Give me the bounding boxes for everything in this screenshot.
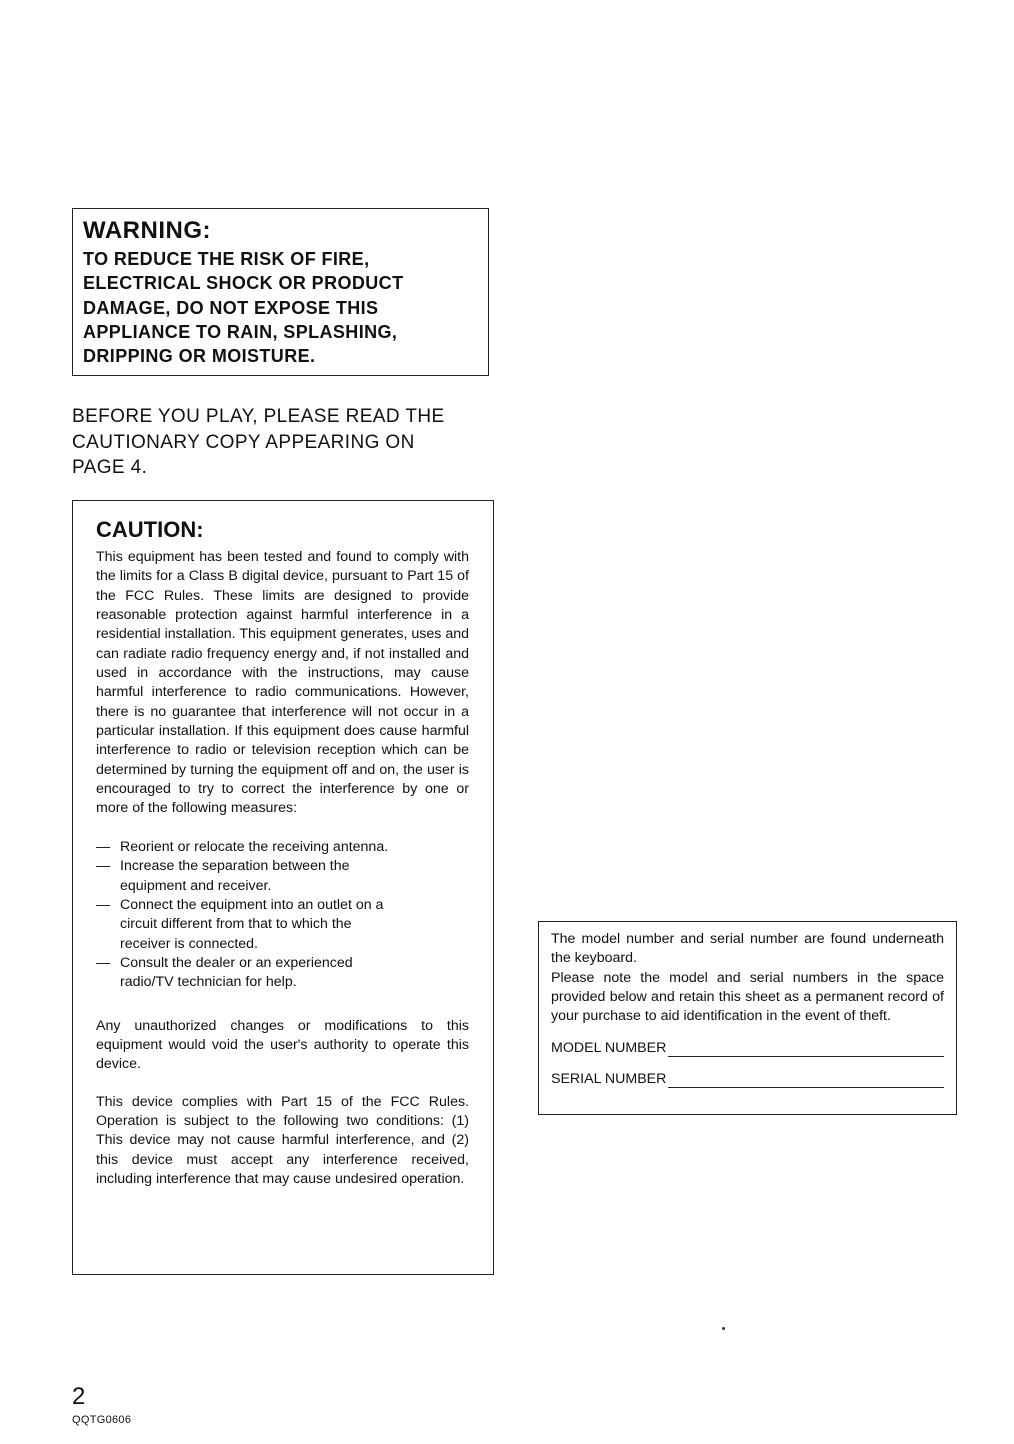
measures-list [96, 838, 469, 993]
model-location-text: The model number and serial number are found underneath the keyboard. [551, 931, 944, 967]
scan-speck [722, 1327, 725, 1330]
record-instructions-text: Please note the model and serial numbers in the space provided below and retain this sheet as a permanent record of your purchase to aid identification in the event of theft. [551, 969, 944, 1025]
model-number-field[interactable] [668, 1046, 944, 1057]
document-code: QQTG0606 [72, 1414, 132, 1426]
measure-text: Connect the equipment into an outlet on a circuit different from that to which the receiver is connected. [120, 896, 384, 952]
model-serial-box [538, 921, 957, 1115]
measure-text: Consult the dealer or an experienced radio/TV technician for help. [120, 954, 353, 991]
fcc-compliance-paragraph: This device complies with Part 15 of the FCC Rules. Operation is subject to the following two conditions: (1) This device may not cause harmful interference, and (2) this device must accept any interference received, including interference that may cause undesired operation. [96, 1093, 469, 1187]
measure-item [96, 857, 469, 896]
measure-item [96, 954, 469, 993]
dash-bullet: — [96, 954, 111, 971]
measure-item [96, 896, 469, 954]
dash-bullet: — [96, 896, 111, 913]
page-number: 2 [72, 1383, 86, 1410]
dash-bullet: — [96, 858, 111, 875]
model-number-label: MODEL NUMBER [551, 1039, 667, 1056]
caution-title: CAUTION: [96, 517, 204, 542]
unauthorized-changes-paragraph: Any unauthorized changes or modifications to this equipment would void the user's authority to operate this device. [96, 1017, 469, 1073]
warning-box [72, 208, 489, 376]
serial-number-field[interactable] [668, 1077, 944, 1088]
measure-text: Reorient or relocate the receiving antenna. [120, 838, 389, 855]
dash-bullet: — [96, 838, 111, 855]
warning-title: WARNING: [83, 217, 211, 244]
before-play-notice: BEFORE YOU PLAY, PLEASE READ THE CAUTIONARY COPY APPEARING ON PAGE 4. [72, 406, 445, 478]
measure-text: Increase the separation between the equipment and receiver. [120, 858, 350, 894]
model-number-row [551, 1039, 944, 1057]
serial-number-row [551, 1070, 944, 1088]
serial-number-label: SERIAL NUMBER [551, 1070, 667, 1087]
caution-box [72, 500, 494, 1275]
warning-text: TO REDUCE THE RISK OF FIRE, ELECTRICAL SHOCK OR PRODUCT DAMAGE, DO NOT EXPOSE THIS APPLIANCE TO RAIN, SPLASHING, DRIPPING OR MOISTURE. [83, 249, 404, 367]
caution-fcc-paragraph: This equipment has been tested and found to comply with the limits for a Class B digital device, pursuant to Part 15 of the FCC Rules. These limits are designed to provide reasonable protection against harmful interference in a residential installation. This equipment generates, uses and can radiate radio frequency energy and, if not installed and used in accordance with the instructions, may cause harmful interference to radio communications. However, there is no guarantee that interference will not occur in a particular installation. If this equipment does cause harmful interference to radio or television reception which can be determined by turning the equipment off and on, the user is encouraged to try to correct the interference by one or more of the following measures: [96, 549, 469, 817]
measure-item [96, 838, 469, 857]
